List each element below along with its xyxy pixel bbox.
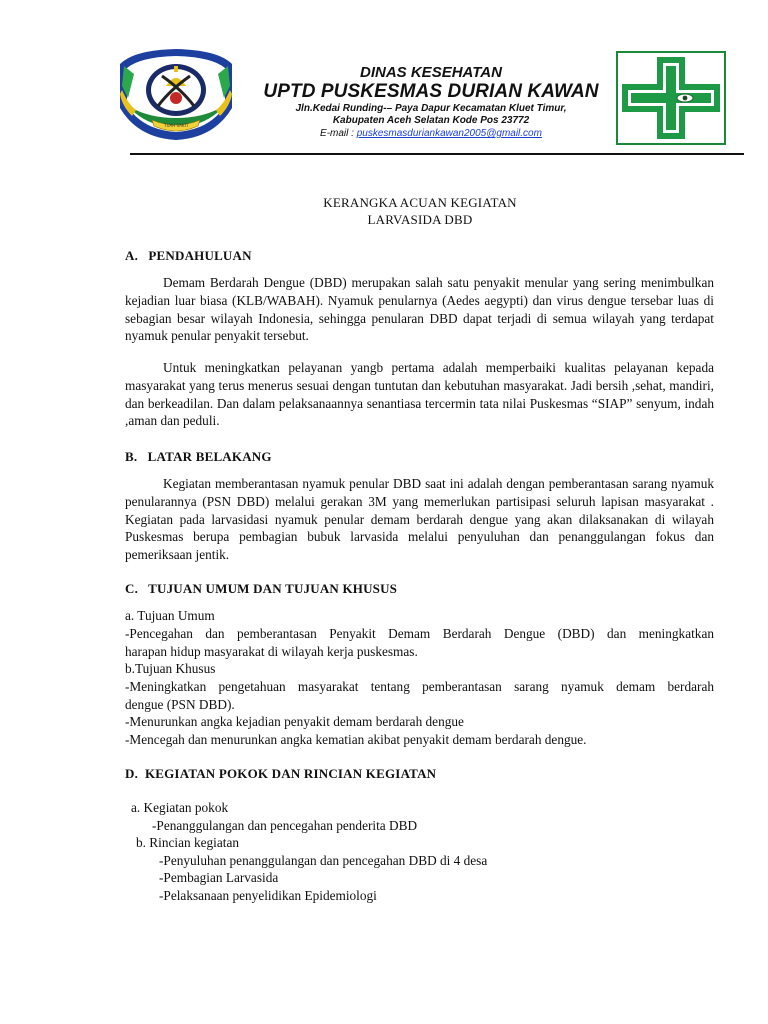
- tujuan-khusus-label: b.Tujuan Khusus: [125, 661, 216, 676]
- tujuan-umum-item: -Pencegahan dan pemberantasan Penyakit Demam Berdarah Dengue (DBD) dan meningkatkan: [125, 626, 714, 641]
- rincian-item-1: -Penyuluhan penanggulangan dan pencegahan DBD di 4 desa: [159, 853, 488, 868]
- tujuan-khusus-item-1: -Meningkatkan pengetahuan masyarakat tentang pemberantasan sarang nyamuk demam berdarah: [125, 679, 714, 694]
- letterhead: [246, 64, 616, 140]
- section-b-heading: B. LATAR BELAKANG: [125, 449, 272, 464]
- address-line-2: Kabupaten Aceh Selatan Kode Pos 23772: [332, 115, 530, 126]
- email-label: E-mail :: [320, 128, 357, 139]
- kegiatan-pokok-label: a. Kegiatan pokok: [131, 800, 229, 815]
- svg-text:TUAH SAKTI: TUAH SAKTI: [164, 123, 188, 128]
- section-b-paragraph: Kegiatan memberantasan nyamuk penular DBD saat ini adalah dengan pemberantasan sarang nyamuk penularannya (PSN DBD) melalui gerakan 3M yang memerlukan partisipasi seluruh lapisan masyarakat . Kegiatan pada larvasidasi nyamuk penular demam berdarah dengue yang akan dilaksanakan di wilayah Puskesmas berupa pembagian bubuk larvasida melalui penyuluhan dan penanggulangan fokus dan pemeriksaan jentik.: [125, 476, 714, 563]
- address-line-1: Jln.Kedai Runding-– Paya Dapur Kecamatan Kluet Timur,: [295, 103, 567, 114]
- aceh-selatan-emblem-logo: [114, 46, 238, 142]
- section-a-paragraph-2: Untuk meningkatkan pelayanan yangb pertama adalah memperbaiki kualitas pelayanan kepada masyarakat yang terus menerus sesuai dengan tuntutan dan kebutuhan masyarakat. Jadi bersih ,sehat, mandiri, dan berkeadilan. Dan dalam pelaksanaannya senantiasa tercermin tata nilai Puskesmas “SIAP” senyum, indah ,aman dan peduli.: [125, 360, 714, 429]
- section-c-heading: C. TUJUAN UMUM DAN TUJUAN KHUSUS: [125, 581, 398, 596]
- agency-name: DINAS KESEHATAN: [360, 64, 502, 81]
- tujuan-umum-label: a. Tujuan Umum: [125, 608, 215, 623]
- document-title: KERANGKA ACUAN KEGIATAN: [323, 195, 517, 210]
- header-divider: [130, 153, 744, 155]
- section-a-paragraph-1: Demam Berdarah Dengue (DBD) merupakan salah satu penyakit menular yang sering menimbulkan kejadian luar biasa (KLB/WABAH). Nyamuk penularnya (Aedes aegypti) dan virus dengue tersebar luas di sebagian besar wilayah Indonesia, sehingga penularan DBD dapat terjadi di semua wilayah yang terdapat nyamuk penular penyakit tersebut.: [125, 275, 714, 344]
- email-link[interactable]: puskesmasduriankawan2005@gmail.com: [356, 128, 542, 139]
- puskesmas-logo: [616, 51, 726, 145]
- tujuan-khusus-item-1-cont: dengue (PSN DBD).: [125, 697, 235, 712]
- email-line: [246, 127, 616, 140]
- section-a-heading: A. PENDAHULUAN: [125, 248, 252, 263]
- rincian-kegiatan-label: b. Rincian kegiatan: [136, 835, 240, 850]
- tujuan-umum-item-cont: harapan hidup masyarakat di wilayah kerja puskesmas.: [125, 644, 418, 659]
- kegiatan-pokok-item: -Penanggulangan dan pencegahan penderita DBD: [152, 818, 418, 833]
- section-d-heading: D. KEGIATAN POKOK DAN RINCIAN KEGIATAN: [125, 766, 437, 781]
- institution-name: UPTD PUSKESMAS DURIAN KAWAN: [263, 81, 599, 102]
- document-subtitle: LARVASIDA DBD: [367, 212, 473, 227]
- rincian-item-3: -Pelaksanaan penyelidikan Epidemiologi: [159, 888, 377, 903]
- tujuan-khusus-item-2: -Menurunkan angka kejadian penyakit demam berdarah dengue: [125, 714, 464, 729]
- rincian-item-2: -Pembagian Larvasida: [159, 870, 279, 885]
- tujuan-khusus-item-3: -Mencegah dan menurunkan angka kematian akibat penyakit demam berdarah dengue.: [125, 732, 587, 747]
